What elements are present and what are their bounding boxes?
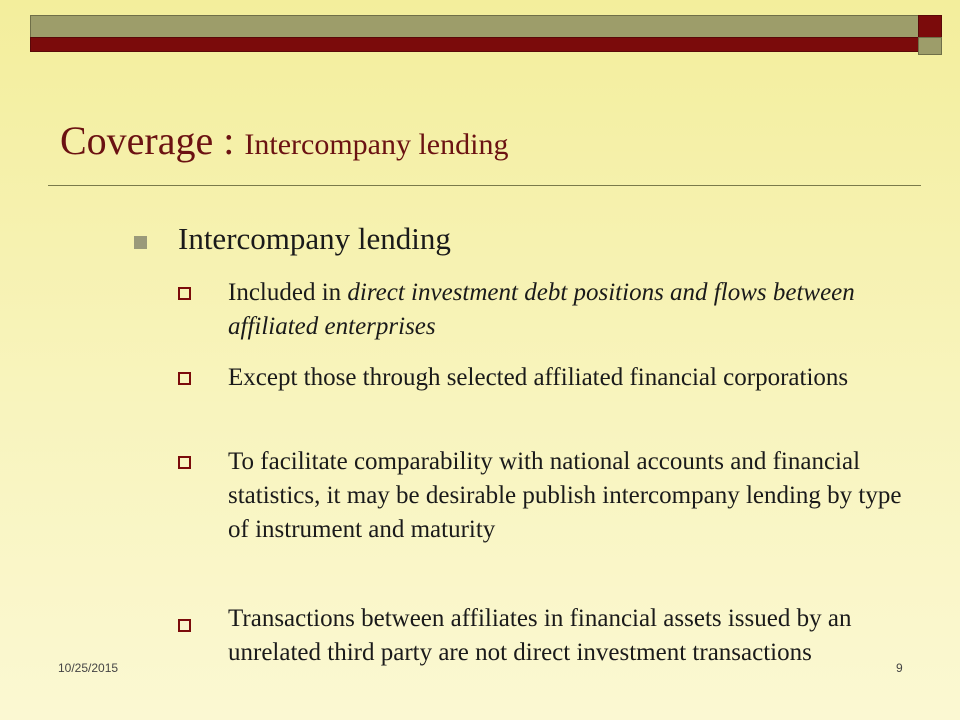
page-number: 9 (896, 661, 903, 675)
hollow-square-bullet-icon (178, 619, 191, 632)
top-bar-olive (30, 15, 920, 39)
list-item-text: Included in (228, 279, 348, 306)
square-bullet-icon (134, 236, 147, 249)
list-item-emphasis: direct investment debt positions and flows between affiliated enterprises (228, 279, 855, 340)
list-item (228, 276, 928, 344)
slide-title-sub: Intercompany lending (244, 128, 509, 161)
list-item: Transactions between affiliates in financial assets issued by an unrelated third party are not direct investment transactions (228, 605, 852, 666)
corner-block-red (918, 15, 942, 39)
top-bar-red (30, 37, 920, 52)
list-item: Except those through selected affiliated financial corporations (228, 364, 849, 391)
slide-title (60, 117, 508, 164)
hollow-square-bullet-icon (178, 287, 191, 300)
hollow-square-bullet-icon (178, 456, 191, 469)
hollow-square-bullet-icon (178, 372, 191, 385)
slide-title-main: Coverage : (60, 118, 245, 163)
title-divider (48, 185, 921, 186)
bullet-heading: Intercompany lending (178, 221, 451, 256)
list-item: To facilitate comparability with national accounts and financial statistics, it may be desirable publish intercompany lending by type of instrument and maturity (228, 448, 902, 543)
corner-block-olive (918, 37, 942, 55)
footer-date: 10/25/2015 (58, 661, 119, 675)
